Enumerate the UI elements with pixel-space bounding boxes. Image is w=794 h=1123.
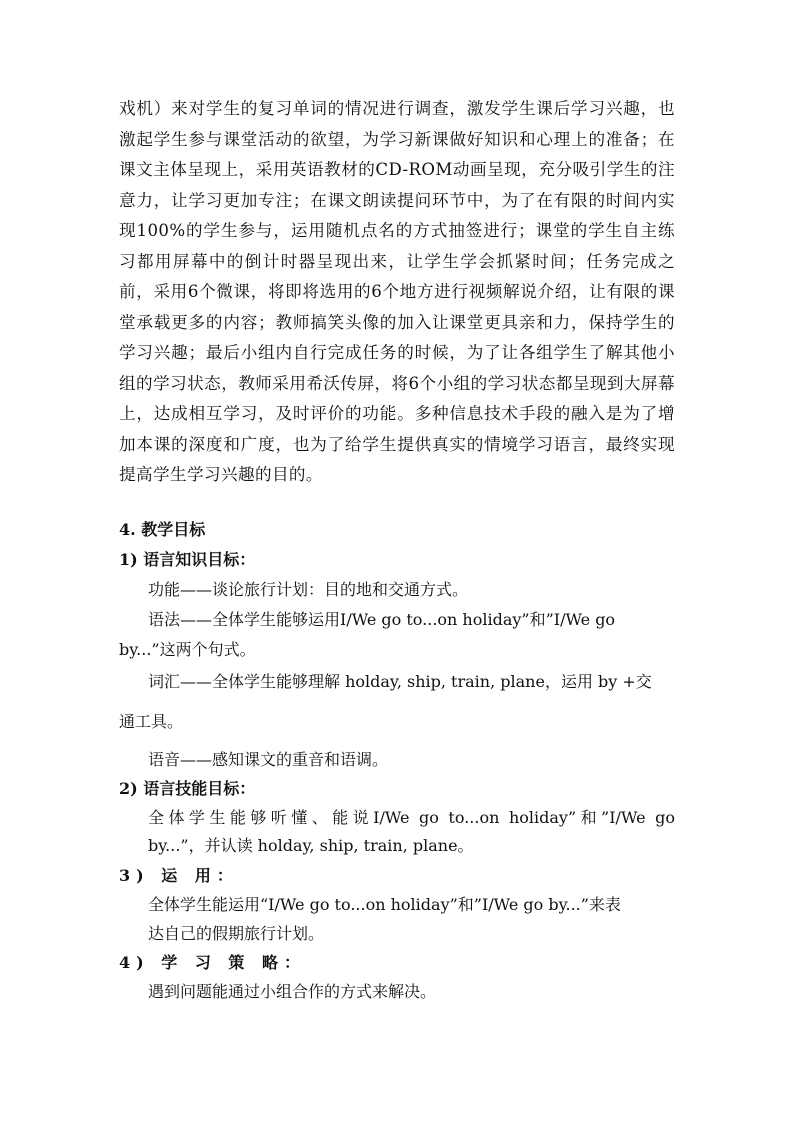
subheading-knowledge: 1) 语言知识目标： [119, 550, 256, 569]
application-line-1: 全体学生能运用“I/We go to...on holiday”和”I/We go by...”来表 [148, 895, 621, 914]
subheading-strategy: 4) 学 习 策 略： [119, 953, 306, 972]
knowledge-vocab-1: 词汇——全体学生能够理解 holday, ship, train, plane，运用 by +交 [148, 672, 652, 691]
skills-line-2: by...”，并认读 holday, ship, train, plane。 [148, 836, 474, 855]
body-paragraph: 戏机）来对学生的复习单词的情况进行调查，激发学生课后学习兴趣，也激起学生参与课堂活动的欲望，为学习新课做好知识和心理上的准备；在课文主体呈现上，采用英语教材的CD-ROM动画呈现，充分吸引学生的注意力，让学习更加专注；在课文朗读提问环节中，为了在有限的时间内实现100%的学生参与，运用随机点名的方式抽签进行；课堂的学生自主练习都用屏幕中的倒计时器呈现出来，让学生学会抓紧时间；任务完成之前，采用6个微课，将即将选用的6个地方进行视频解说介绍，让有限的课堂承载更多的内容；教师搞笑头像的加入让课堂更具亲和力，保持学生的学习兴趣；最后小组内自行完成任务的时候，为了让各组学生了解其他小组的学习状态，教师采用希沃传屏，将6个小组的学习状态都呈现到大屏幕上，达成相互学习，及时评价的功能。多种信息技术手段的融入是为了增加本课的深度和广度，也为了给学生提供真实的情境学习语言，最终实现提高学生学习兴趣的目的。 [119, 99, 675, 484]
knowledge-grammar-1: 语法——全体学生能够运用I/We go to...on holiday”和”I/We go [148, 610, 616, 629]
knowledge-function: 功能——谈论旅行计划：目的地和交通方式。 [148, 580, 469, 599]
knowledge-phonetics: 语音——感知课文的重音和语调。 [148, 750, 389, 769]
application-line-2: 达自己的假期旅行计划。 [148, 924, 325, 943]
subheading-application: 3) 运 用： [119, 866, 239, 885]
subheading-skills: 2) 语言技能目标： [119, 779, 256, 798]
strategy-line-1: 遇到问题能通过小组合作的方式来解决。 [148, 982, 437, 1001]
skills-line-1: 全体学生能够听懂、能说I/We go to...on holiday”和”I/We go [148, 808, 675, 827]
section-heading: 4. 教学目标 [119, 520, 206, 539]
knowledge-vocab-2: 通工具。 [119, 712, 184, 731]
knowledge-grammar-2: by...”这两个句式。 [119, 640, 256, 659]
